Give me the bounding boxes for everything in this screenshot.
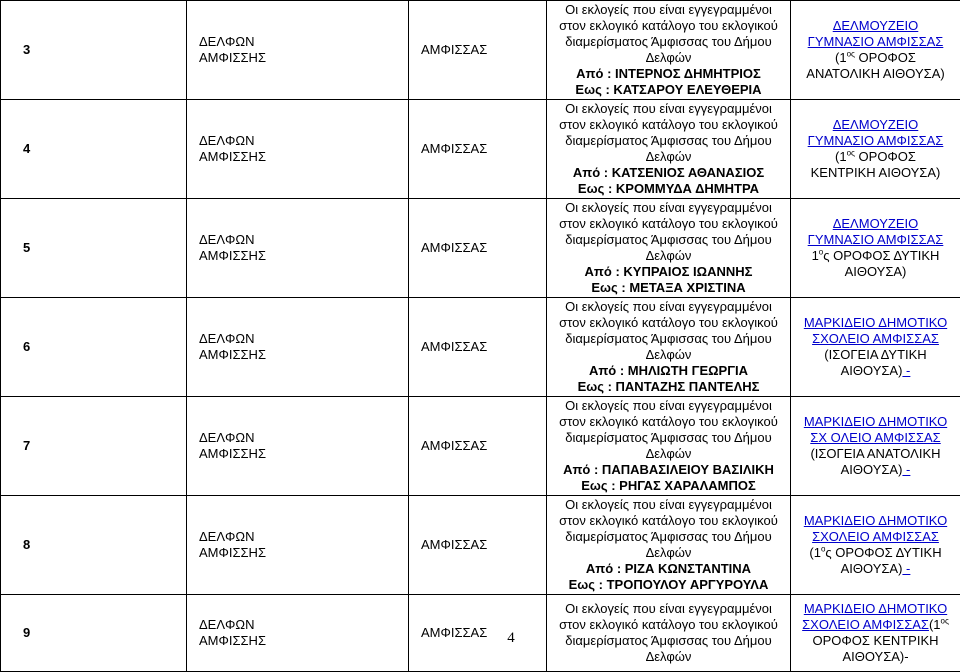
description-line: Δελφών	[549, 649, 788, 665]
municipality-cell	[187, 298, 409, 397]
school-link-line	[793, 232, 958, 248]
room-line	[793, 649, 958, 665]
polling-place-cell	[791, 199, 960, 298]
municipality-line: ΔΕΛΦΩΝ	[199, 331, 408, 347]
region-cell: ΑΜΦΙΣΣΑΣ	[409, 496, 547, 595]
description-line: διαμερίσματος Άμφισσας του Δήμου	[549, 133, 788, 149]
municipality-cell	[187, 1, 409, 100]
room-dash-link[interactable]: -	[902, 561, 910, 576]
description-line: διαμερίσματος Άμφισσας του Δήμου	[549, 430, 788, 446]
floor-superscript: ος	[847, 50, 855, 59]
floor-suffix: ΟΡΟΦΟΣ	[855, 149, 916, 164]
floor-superscript: ος	[941, 617, 949, 626]
floor-prefix: (1	[929, 617, 941, 632]
room-line	[793, 264, 958, 280]
school-name-link[interactable]: ΜΑΡΚΙΔΕΙΟ ΔΗΜΟΤΙΚΟ	[804, 513, 947, 528]
school-location-link[interactable]: ΣΧΟΛΕΙΟ ΑΜΦΙΣΣΑΣ	[812, 331, 939, 346]
description-line: Οι εκλογείς που είναι εγγεγραμμένοι	[549, 299, 788, 315]
school-link-line	[793, 430, 958, 446]
range-from: Από : ΚΥΠΡΑΙΟΣ ΙΩΑΝΝΗΣ	[549, 264, 788, 280]
school-name-link[interactable]: ΔΕΛΜΟΥΖΕΙΟ	[833, 216, 919, 231]
school-location-link[interactable]: ΓΥΜΝΑΣΙΟ ΑΜΦΙΣΣΑΣ	[808, 133, 944, 148]
table-row	[1, 496, 960, 595]
range-to: Εως : ΚΑΤΣΑΡΟΥ ΕΛΕΥΘΕΡΙΑ	[549, 82, 788, 98]
municipality-line: ΑΜΦΙΣΣΗΣ	[199, 50, 408, 66]
municipality-line: ΔΕΛΦΩΝ	[199, 617, 408, 633]
voters-description-cell	[547, 298, 791, 397]
row-number: 7	[1, 397, 187, 496]
floor-line	[793, 50, 958, 66]
room-label: ΑΙΘΟΥΣΑ)	[845, 264, 907, 279]
description-line: διαμερίσματος Άμφισσας του Δήμου	[549, 34, 788, 50]
voters-description-cell	[547, 1, 791, 100]
table-row	[1, 100, 960, 199]
municipality-line: ΑΜΦΙΣΣΗΣ	[199, 149, 408, 165]
floor-line	[793, 248, 958, 264]
table-row	[1, 1, 960, 100]
floor-line	[793, 545, 958, 561]
description-line: Δελφών	[549, 149, 788, 165]
table-body	[1, 1, 960, 672]
municipality-line: ΔΕΛΦΩΝ	[199, 34, 408, 50]
municipality-line: ΔΕΛΦΩΝ	[199, 133, 408, 149]
school-location-link[interactable]: ΓΥΜΝΑΣΙΟ ΑΜΦΙΣΣΑΣ	[808, 232, 944, 247]
polling-place-cell	[791, 100, 960, 199]
school-link-line	[793, 34, 958, 50]
school-name-link[interactable]: ΜΑΡΚΙΔΕΙΟ ΔΗΜΟΤΙΚΟ	[804, 414, 947, 429]
range-to: Εως : ΠΑΝΤΑΖΗΣ ΠΑΝΤΕΛΗΣ	[549, 379, 788, 395]
floor-suffix: ΟΡΟΦΟΣ	[855, 50, 916, 65]
municipality-cell	[187, 100, 409, 199]
municipality-line: ΑΜΦΙΣΣΗΣ	[199, 347, 408, 363]
municipality-cell	[187, 496, 409, 595]
room-label: ΑΙΘΟΥΣΑ)	[841, 561, 903, 576]
school-link-line	[793, 414, 958, 430]
polling-place-cell	[791, 1, 960, 100]
school-location-link[interactable]: ΣΧΟΛΕΙΟ ΑΜΦΙΣΣΑΣ	[812, 529, 939, 544]
floor-prefix: 1	[812, 248, 819, 263]
row-number: 6	[1, 298, 187, 397]
region-cell: ΑΜΦΙΣΣΑΣ	[409, 298, 547, 397]
description-line: στον εκλογικό κατάλογο του εκλογικού	[549, 414, 788, 430]
description-line: στον εκλογικό κατάλογο του εκλογικού	[549, 315, 788, 331]
school-link-line	[793, 513, 958, 529]
range-from: Από : ΚΑΤΣΕΝΙΟΣ ΑΘΑΝΑΣΙΟΣ	[549, 165, 788, 181]
voters-description-cell	[547, 397, 791, 496]
description-line: Δελφών	[549, 446, 788, 462]
floor-line	[793, 446, 958, 462]
school-location-link[interactable]: ΣΧΟΛΕΙΟ ΑΜΦΙΣΣΑΣ	[802, 617, 929, 632]
description-line: στον εκλογικό κατάλογο του εκλογικού	[549, 513, 788, 529]
municipality-line: ΔΕΛΦΩΝ	[199, 232, 408, 248]
school-name-link[interactable]: ΔΕΛΜΟΥΖΕΙΟ	[833, 117, 919, 132]
floor-line	[793, 149, 958, 165]
floor-prefix: (ΙΣΟΓΕΙΑ ΑΝΑΤΟΛΙΚΗ	[810, 446, 940, 461]
range-from: Από : ΠΑΠΑΒΑΣΙΛΕΙΟΥ ΒΑΣΙΛΙΚΗ	[549, 462, 788, 478]
room-line	[793, 462, 958, 478]
row-number: 9	[1, 595, 187, 672]
voters-description-cell	[547, 496, 791, 595]
room-dash-link[interactable]: -	[902, 363, 910, 378]
municipality-line: ΔΕΛΦΩΝ	[199, 529, 408, 545]
description-line: διαμερίσματος Άμφισσας του Δήμου	[549, 529, 788, 545]
row-number: 4	[1, 100, 187, 199]
room-dash-link[interactable]: -	[902, 462, 910, 477]
room-label: ΟΡΟΦΟΣ ΚΕΝΤΡΙΚΗ	[812, 633, 938, 648]
municipality-line: ΑΜΦΙΣΣΗΣ	[199, 446, 408, 462]
range-from: Από : ΡΙΖΑ ΚΩΝΣΤΑΝΤΙΝΑ	[549, 561, 788, 577]
room-label: ΑΙΘΟΥΣΑ)	[841, 462, 903, 477]
polling-place-cell	[791, 496, 960, 595]
school-link-line	[793, 133, 958, 149]
floor-superscript: ο	[819, 248, 823, 257]
row-number: 3	[1, 1, 187, 100]
description-line: διαμερίσματος Άμφισσας του Δήμου	[549, 232, 788, 248]
range-to: Εως : ΡΗΓΑΣ ΧΑΡΑΛΑΜΠΟΣ	[549, 478, 788, 494]
school-location-link[interactable]: ΣΧ ΟΛΕΙΟ ΑΜΦΙΣΣΑΣ	[810, 430, 940, 445]
room-label: ΑΙΘΟΥΣΑ)-	[842, 649, 908, 664]
school-link-line	[793, 529, 958, 545]
floor-suffix: ς ΟΡΟΦΟΣ ΔΥΤΙΚΗ	[823, 248, 939, 263]
page-number-text: 4	[507, 630, 515, 646]
table-row	[1, 298, 960, 397]
description-line: Δελφών	[549, 248, 788, 264]
region-cell: ΑΜΦΙΣΣΑΣ	[409, 100, 547, 199]
voters-description-cell	[547, 100, 791, 199]
description-line: Οι εκλογείς που είναι εγγεγραμμένοι	[549, 101, 788, 117]
description-line: Οι εκλογείς που είναι εγγεγραμμένοι	[549, 200, 788, 216]
description-line: στον εκλογικό κατάλογο του εκλογικού	[549, 18, 788, 34]
floor-prefix: (1	[809, 545, 821, 560]
description-line: Δελφών	[549, 50, 788, 66]
school-link-line	[793, 601, 958, 617]
description-line: Οι εκλογείς που είναι εγγεγραμμένοι	[549, 2, 788, 18]
floor-superscript: ος	[847, 149, 855, 158]
polling-place-cell	[791, 397, 960, 496]
school-link-line	[793, 331, 958, 347]
region-cell: ΑΜΦΙΣΣΑΣ	[409, 397, 547, 496]
description-line: στον εκλογικό κατάλογο του εκλογικού	[549, 617, 788, 633]
range-to: Εως : ΤΡΟΠΟΥΛΟΥ ΑΡΓΥΡΟΥΛΑ	[549, 577, 788, 593]
school-name-link[interactable]: ΜΑΡΚΙΔΕΙΟ ΔΗΜΟΤΙΚΟ	[804, 601, 947, 616]
table-row	[1, 397, 960, 496]
range-from: Από : ΜΗΛΙΩΤΗ ΓΕΩΡΓΙΑ	[549, 363, 788, 379]
room-line	[793, 561, 958, 577]
room-line	[793, 66, 958, 82]
school-link-line	[793, 216, 958, 232]
school-link-line	[793, 315, 958, 331]
description-line: Οι εκλογείς που είναι εγγεγραμμένοι	[549, 497, 788, 513]
room-label: ΑΝΑΤΟΛΙΚΗ ΑΙΘΟΥΣΑ)	[806, 66, 944, 81]
school-link-line	[793, 18, 958, 34]
region-cell: ΑΜΦΙΣΣΑΣ	[409, 1, 547, 100]
floor-prefix: (ΙΣΟΓΕΙΑ ΔΥΤΙΚΗ	[824, 347, 926, 362]
polling-place-cell	[791, 298, 960, 397]
region-cell: ΑΜΦΙΣΣΑΣ	[409, 595, 547, 672]
municipality-line: ΑΜΦΙΣΣΗΣ	[199, 633, 408, 649]
description-line: στον εκλογικό κατάλογο του εκλογικού	[549, 117, 788, 133]
description-line: Οι εκλογείς που είναι εγγεγραμμένοι	[549, 398, 788, 414]
school-location-link[interactable]: ΓΥΜΝΑΣΙΟ ΑΜΦΙΣΣΑΣ	[808, 34, 944, 49]
row-number: 5	[1, 199, 187, 298]
municipality-cell	[187, 397, 409, 496]
description-line: διαμερίσματος Άμφισσας του Δήμου	[549, 633, 788, 649]
municipality-cell	[187, 199, 409, 298]
floor-line	[793, 347, 958, 363]
description-line: Οι εκλογείς που είναι εγγεγραμμένοι	[549, 601, 788, 617]
region-cell: ΑΜΦΙΣΣΑΣ	[409, 199, 547, 298]
range-from: Από : ΙΝΤΕΡΝΟΣ ΔΗΜΗΤΡΙΟΣ	[549, 66, 788, 82]
floor-prefix: (1	[835, 149, 847, 164]
school-link-line	[793, 117, 958, 133]
school-name-link[interactable]: ΔΕΛΜΟΥΖΕΙΟ	[833, 18, 919, 33]
table-row	[1, 199, 960, 298]
page-number	[0, 630, 960, 647]
municipality-line: ΔΕΛΦΩΝ	[199, 430, 408, 446]
range-to: Εως : ΚΡΟΜΜΥΔΑ ΔΗΜΗΤΡΑ	[549, 181, 788, 197]
room-line	[793, 363, 958, 379]
school-name-link[interactable]: ΜΑΡΚΙΔΕΙΟ ΔΗΜΟΤΙΚΟ	[804, 315, 947, 330]
municipality-line: ΑΜΦΙΣΣΗΣ	[199, 248, 408, 264]
room-label: ΚΕΝΤΡΙΚΗ ΑΙΘΟΥΣΑ)	[811, 165, 941, 180]
room-line	[793, 165, 958, 181]
row-number: 8	[1, 496, 187, 595]
voters-description-cell	[547, 199, 791, 298]
description-line: Δελφών	[549, 545, 788, 561]
floor-suffix: ς ΟΡΟΦΟΣ ΔΥΤΙΚΗ	[825, 545, 941, 560]
description-line: διαμερίσματος Άμφισσας του Δήμου	[549, 331, 788, 347]
floor-superscript: ο	[821, 545, 825, 554]
floor-prefix: (1	[835, 50, 847, 65]
range-to: Εως : ΜΕΤΑΞΑ ΧΡΙΣΤΙΝΑ	[549, 280, 788, 296]
room-label: ΑΙΘΟΥΣΑ)	[841, 363, 903, 378]
municipality-line: ΑΜΦΙΣΣΗΣ	[199, 545, 408, 561]
description-line: Δελφών	[549, 347, 788, 363]
description-line: στον εκλογικό κατάλογο του εκλογικού	[549, 216, 788, 232]
